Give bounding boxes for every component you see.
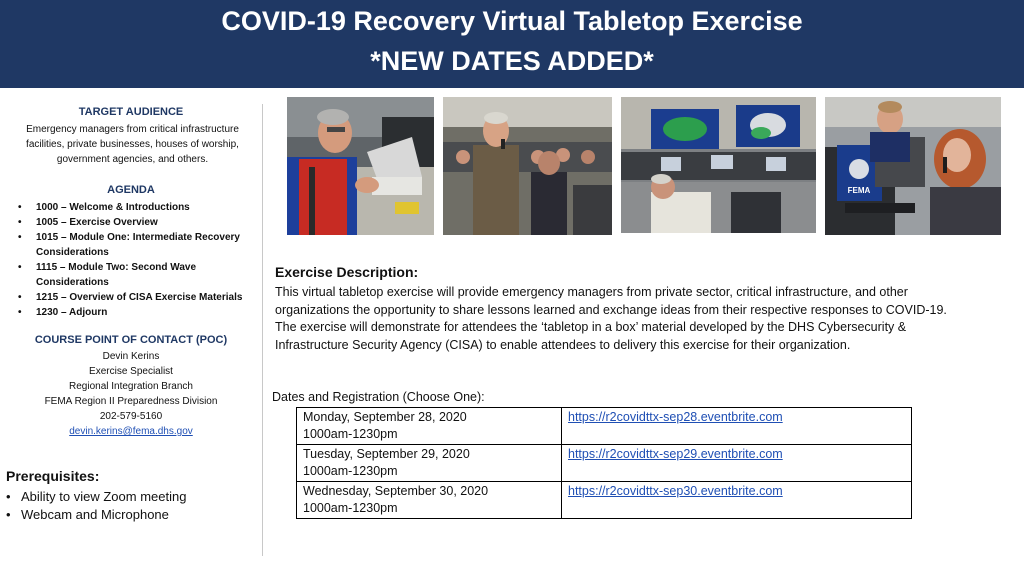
- prerequisites-heading: Prerequisites:: [6, 468, 100, 484]
- target-audience-text: Emergency managers from critical infrastructure facilities, private businesses, houses of worship, government agencies, and others.: [26, 124, 239, 165]
- target-audience-heading: TARGET AUDIENCE: [78, 106, 184, 118]
- photo-operations-center: [621, 97, 816, 233]
- poc-details: [0, 349, 262, 439]
- link-cell: [562, 482, 912, 519]
- agenda-item: • 1000 – Welcome & Introductions: [18, 200, 258, 215]
- agenda-list: [18, 200, 258, 320]
- session-time: 1000am-1230pm: [303, 501, 398, 515]
- column-divider: [262, 104, 263, 556]
- table-row: [297, 482, 912, 519]
- poc-title: Exercise Specialist: [89, 366, 173, 377]
- poc-division: FEMA Region II Preparedness Division: [44, 396, 218, 407]
- fema-screen-label: FEMA: [847, 186, 871, 195]
- agenda-item: • 1230 – Adjourn: [18, 305, 258, 320]
- session-date: Wednesday, September 30, 2020: [303, 484, 489, 498]
- prerequisite-item: • Webcam and Microphone: [6, 506, 186, 524]
- agenda-item: • 1005 – Exercise Overview: [18, 215, 258, 230]
- page-subtitle: *NEW DATES ADDED*: [370, 46, 654, 76]
- session-time: 1000am-1230pm: [303, 464, 398, 478]
- session-date: Monday, September 28, 2020: [303, 410, 467, 424]
- photo-fema-workstation: [825, 97, 1001, 235]
- session-time: 1000am-1230pm: [303, 427, 398, 441]
- page-title: COVID-19 Recovery Virtual Tabletop Exercise: [221, 6, 803, 36]
- photo-man-at-laptop: [287, 97, 434, 235]
- description-heading: Exercise Description:: [275, 264, 419, 280]
- agenda-heading: AGENDA: [107, 184, 155, 196]
- agenda-item: • 1115 – Module Two: Second Wave Considerations: [18, 260, 258, 290]
- poc-phone: 202-579-5160: [99, 411, 163, 422]
- session-date: Tuesday, September 29, 2020: [303, 447, 470, 461]
- table-row: [297, 408, 912, 445]
- poc-email-link[interactable]: devin.kerins@fema.dhs.gov: [69, 426, 193, 437]
- date-cell: [297, 445, 562, 482]
- poc-branch: Regional Integration Branch: [69, 381, 193, 392]
- date-cell: [297, 408, 562, 445]
- registration-link[interactable]: https://r2covidttx-sep30.eventbrite.com: [568, 484, 783, 498]
- dates-heading: Dates and Registration (Choose One):: [272, 390, 485, 404]
- prerequisite-item: • Ability to view Zoom meeting: [6, 488, 186, 506]
- registration-link[interactable]: https://r2covidttx-sep28.eventbrite.com: [568, 410, 783, 424]
- title-banner: [0, 0, 1024, 88]
- table-row: [297, 445, 912, 482]
- registration-table: [296, 407, 912, 519]
- agenda-item: • 1015 – Module One: Intermediate Recovery Considerations: [18, 230, 258, 260]
- link-cell: [562, 445, 912, 482]
- prerequisites-list: [6, 488, 186, 524]
- poc-heading: COURSE POINT OF CONTACT (POC): [34, 334, 228, 346]
- poc-name: Devin Kerins: [102, 351, 160, 362]
- description-text: This virtual tabletop exercise will provide emergency managers from private sector, critical infrastructure, and other organizations the opportunity to share lessons learned and exchange ideas from their respective responses to COVID-19. The exercise will demonstrate for attendees the ‘tabletop in a box’ material developed by the DHS Cybersecurity & Infrastructure Security Agency (CISA) to enable attendees to delivery this exercise for their organization.: [275, 285, 947, 352]
- photo-man-with-microphone: [443, 97, 612, 235]
- agenda-item: • 1215 – Overview of CISA Exercise Materials: [18, 290, 258, 305]
- link-cell: [562, 408, 912, 445]
- date-cell: [297, 482, 562, 519]
- registration-link[interactable]: https://r2covidttx-sep29.eventbrite.com: [568, 447, 783, 461]
